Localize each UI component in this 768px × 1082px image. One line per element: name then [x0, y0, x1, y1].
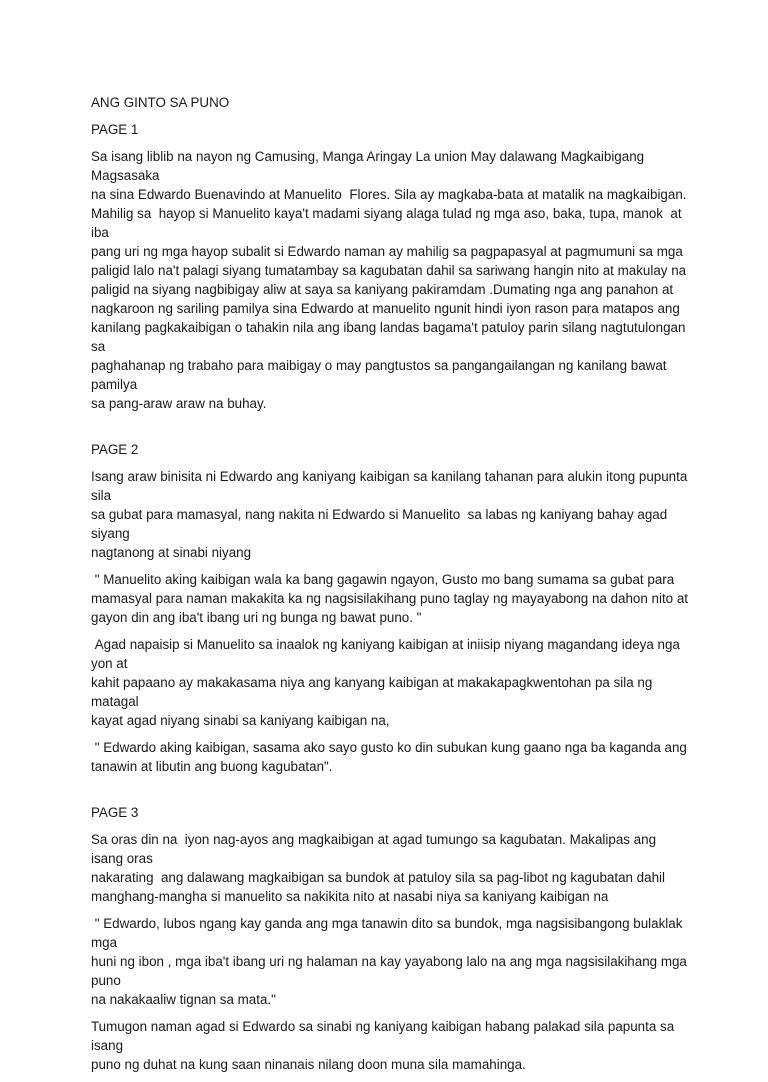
paragraph: Sa isang liblib na nayon ng Camusing, Manga Aringay La union May dalawang Magkaibigang Magsasaka na sina Edwardo Buenavindo at Manuelito Flores. Sila ay magkaba-bata at matalik na magkaibigan. Mahilig sa hayop si Manuelito kaya't madami siyang alaga tulad ng mga aso, baka, tupa, manok at iba pang uri ng mga hayop subalit si Edwardo naman ay mahilig sa pagpapasyal at pagmumuni sa mga paligid lalo na't palagi siyang tumatambay sa kagubatan dahil sa sariwang hangin nito at makulay na paligid na siyang nagbibigay aliw at saya sa kaniyang pakiramdam .Dumating nga ang panahon at nagkaroon ng sariling pamilya sina Edwardo at manuelito ngunit hindi iyon rason para matapos ang kanilang pagkakaibigan o tahakin nila ang ibang landas bagama't patuloy parin silang nagtutulongan sa paghahanap ng trabaho para maibigay o may pangtustos sa pangangailangan ng kanilang bawat pamilya sa pang-araw araw na buhay.: [91, 149, 687, 411]
paragraph: Tumugon naman agad si Edwardo sa sinabi ng kaniyang kaibigan habang palakad sila papunta sa isang puno ng duhat na kung saan ninanais nilang doon muna sila mamahinga.: [91, 1019, 675, 1072]
section-spacer: [91, 421, 691, 440]
document-page: [91, 93, 691, 1082]
dialogue-paragraph: " Manuelito aking kaibigan wala ka bang gagawin ngayon, Gusto mo bang sumama sa gubat para mamasyal para naman makakita ka ng nagsisilakihang puno taglay ng mayayabong na dahon nito at gayon din ang iba't ibang uri ng bunga ng bawat puno. ": [91, 572, 689, 625]
section-heading-page-2: PAGE 2: [91, 442, 139, 457]
section-spacer: [91, 784, 691, 803]
paragraph: Sa oras din na iyon nag-ayos ang magkaibigan at agad tumungo sa kagubatan. Makalipas ang isang oras nakarating ang dalawang magkaibigan sa bundok at patuloy sila sa pag-libot ng kagubatan dahil manghang-mangha si manuelito sa nakikita nito at nasabi niya sa kaniyang kaibigan na: [91, 832, 665, 904]
section-heading-page-1: PAGE 1: [91, 122, 139, 137]
paragraph: Isang araw binisita ni Edwardo ang kaniyang kaibigan sa kanilang tahanan para alukin itong pupunta sila sa gubat para mamasyal, nang nakita ni Edwardo si Manuelito sa labas ng kaniyang bahay agad siyang nagtanong at sinabi niyang: [91, 469, 688, 560]
dialogue-paragraph: " Edwardo, lubos ngang kay ganda ang mga tanawin dito sa bundok, mga nagsisibangong bulaklak mga huni ng ibon , mga iba't ibang uri ng halaman na kay yayabong lalo na ang mga nagsisilakihang mga puno na nakakaaliw tignan sa mata.": [91, 916, 687, 1007]
document-title: ANG GINTO SA PUNO: [91, 95, 230, 110]
paragraph: Agad napaisip si Manuelito sa inaalok ng kaniyang kaibigan at iniisip niyang magandang ideya nga yon at kahit papaano ay makakasama niya ang kanyang kaibigan at makakapagkwentohan pa sila ng matagal kayat agad niyang sinabi sa kaniyang kaibigan na,: [91, 637, 680, 728]
dialogue-paragraph: " Edwardo aking kaibigan, sasama ako sayo gusto ko din subukan kung gaano nga ba kaganda ang tanawin at libutin ang buong kagubatan".: [91, 740, 687, 774]
section-heading-page-3: PAGE 3: [91, 805, 139, 820]
